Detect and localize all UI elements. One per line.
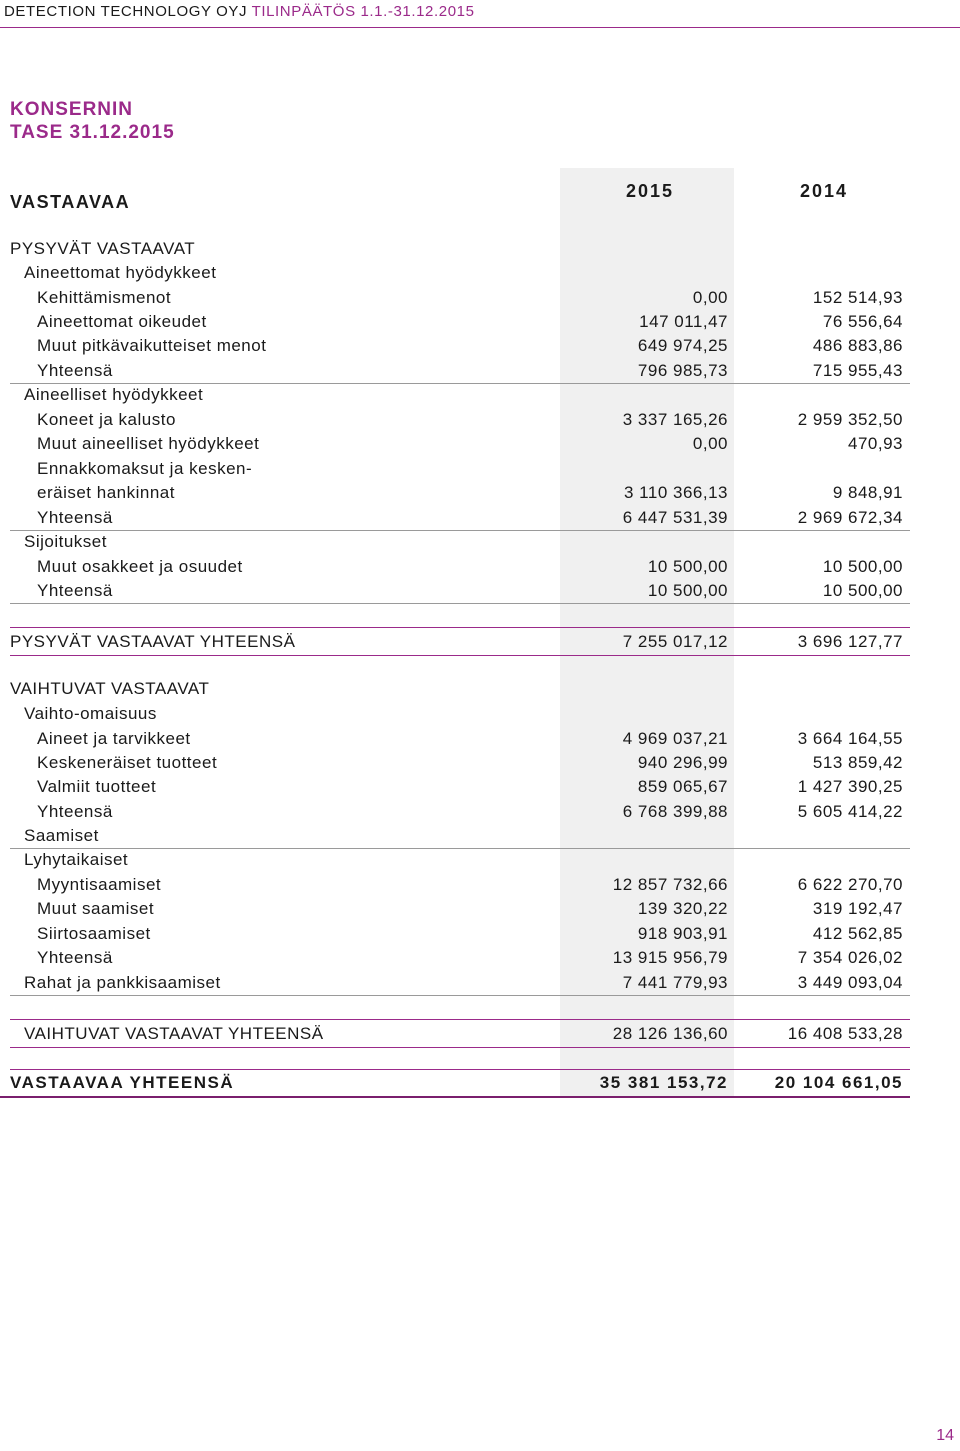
- row-label: Vaihto-omaisuus: [24, 704, 157, 723]
- value-2015: 6 447 531,39: [622, 508, 728, 527]
- table-row: [0, 432, 960, 456]
- table-row: [0, 334, 960, 358]
- value-2015: 6 768 399,88: [622, 802, 728, 821]
- value-2014: 20 104 661,05: [774, 1073, 903, 1092]
- table-divider: [10, 1047, 910, 1048]
- value-2014: 9 848,91: [832, 483, 903, 502]
- row-label: Siirtosaamiset: [37, 924, 151, 943]
- value-2015: 3 110 366,13: [624, 483, 728, 502]
- value-2014: 76 556,64: [822, 312, 903, 331]
- value-2014: 2 969 672,34: [797, 508, 903, 527]
- value-2015: 147 011,47: [639, 312, 728, 331]
- title-line-1: KONSERNIN: [10, 99, 134, 120]
- value-2014: 3 449 093,04: [797, 973, 903, 992]
- row-label: eräiset hankinnat: [37, 483, 175, 502]
- table-row: [0, 261, 960, 285]
- row-label: Sijoitukset: [24, 532, 107, 551]
- value-2014: 6 622 270,70: [797, 875, 903, 894]
- column-header-2014: 2014: [799, 181, 848, 201]
- row-label: Koneet ja kalusto: [37, 410, 176, 429]
- page-number: 14: [936, 1427, 954, 1444]
- table-divider: [10, 1019, 910, 1020]
- value-2015: 12 857 732,66: [612, 875, 728, 894]
- table-row: [0, 310, 960, 334]
- row-label: VAIHTUVAT VASTAAVAT YHTEENSÄ: [24, 1024, 324, 1043]
- table-row: [0, 481, 960, 505]
- page-header: [0, 0, 960, 24]
- table-divider: [10, 1069, 910, 1070]
- table-divider: [10, 383, 910, 384]
- company-name: DETECTION TECHNOLOGY OYJ: [4, 3, 248, 20]
- value-2014: 715 955,43: [812, 361, 903, 380]
- table-row: [0, 727, 960, 751]
- table-row: [0, 922, 960, 946]
- value-2015: 7 255 017,12: [622, 632, 728, 651]
- value-2014: 486 883,86: [812, 336, 903, 355]
- table-row: [0, 286, 960, 310]
- table-row: [0, 751, 960, 775]
- table-divider: [10, 995, 910, 996]
- table-row: [0, 897, 960, 921]
- value-2014: 152 514,93: [812, 288, 903, 307]
- title-line-2: TASE 31.12.2015: [10, 122, 175, 143]
- table-row: [0, 383, 960, 407]
- column-header-2015: 2015: [625, 181, 674, 201]
- value-2014: 513 859,42: [812, 753, 903, 772]
- row-label: Yhteensä: [37, 361, 113, 380]
- table-row: [0, 579, 960, 603]
- row-label: PYSYVÄT VASTAAVAT YHTEENSÄ: [10, 632, 296, 651]
- table-row: [0, 848, 960, 872]
- table-row: [0, 873, 960, 897]
- value-2015: 796 985,73: [637, 361, 728, 380]
- value-2015: 0,00: [692, 288, 728, 307]
- value-2015: 0,00: [692, 434, 728, 453]
- row-label: VAIHTUVAT VASTAAVAT: [10, 679, 210, 698]
- page-title: [10, 98, 175, 144]
- value-2015: 649 974,25: [637, 336, 728, 355]
- row-label: Yhteensä: [37, 581, 113, 600]
- value-2015: 4 969 037,21: [622, 729, 728, 748]
- row-label: VASTAAVAA YHTEENSÄ: [10, 1073, 235, 1092]
- table-row: [0, 824, 960, 848]
- table-row: [0, 630, 960, 654]
- row-label: Muut osakkeet ja osuudet: [37, 557, 243, 576]
- value-2014: 3 696 127,77: [797, 632, 903, 651]
- row-label: Kehittämismenot: [37, 288, 172, 307]
- row-label: Aineet ja tarvikkeet: [37, 729, 191, 748]
- row-label: Valmiit tuotteet: [37, 777, 157, 796]
- row-label: Saamiset: [24, 826, 99, 845]
- table-row: [0, 971, 960, 995]
- row-label: Yhteensä: [37, 948, 113, 967]
- value-2015: 7 441 779,93: [622, 973, 728, 992]
- row-label: Lyhytaikaiset: [24, 850, 129, 869]
- report-period: TILINPÄÄTÖS 1.1.-31.12.2015: [251, 3, 475, 20]
- row-label: Yhteensä: [37, 508, 113, 527]
- table-row: [0, 702, 960, 726]
- value-2014: 470,93: [848, 434, 903, 453]
- value-2014: 5 605 414,22: [797, 802, 903, 821]
- table-row: [0, 555, 960, 579]
- value-2015: 35 381 153,72: [599, 1073, 728, 1092]
- table-row: [0, 506, 960, 530]
- table-row: [0, 677, 960, 701]
- value-2015: 139 320,22: [637, 899, 728, 918]
- table-row: [0, 530, 960, 554]
- value-2015: 918 903,91: [637, 924, 728, 943]
- table-divider: [10, 848, 910, 849]
- table-row: [0, 359, 960, 383]
- table-divider: [10, 655, 910, 656]
- value-2014: 412 562,85: [812, 924, 903, 943]
- table-row: [0, 457, 960, 481]
- row-label: Yhteensä: [37, 802, 113, 821]
- value-2014: 10 500,00: [822, 557, 903, 576]
- value-2014: 319 192,47: [812, 899, 903, 918]
- table-divider: [0, 1096, 910, 1098]
- value-2014: 10 500,00: [822, 581, 903, 600]
- value-2014: 1 427 390,25: [797, 777, 903, 796]
- value-2014: 3 664 164,55: [797, 729, 903, 748]
- value-2015: 940 296,99: [637, 753, 728, 772]
- value-2015: 28 126 136,60: [612, 1024, 728, 1043]
- value-2015: 13 915 956,79: [612, 948, 728, 967]
- table-row: [0, 800, 960, 824]
- row-label: Muut aineelliset hyödykkeet: [37, 434, 260, 453]
- table-divider: [10, 627, 910, 628]
- header-divider: [0, 27, 960, 28]
- value-2015: 3 337 165,26: [622, 410, 728, 429]
- row-label: Ennakkomaksut ja kesken-: [37, 459, 253, 478]
- value-2014: 16 408 533,28: [787, 1024, 903, 1043]
- table-row: [0, 237, 960, 261]
- row-label: Myyntisaamiset: [37, 875, 162, 894]
- row-label: Rahat ja pankkisaamiset: [24, 973, 221, 992]
- table-row: [0, 946, 960, 970]
- value-2014: 2 959 352,50: [797, 410, 903, 429]
- row-label: Keskeneräiset tuotteet: [37, 753, 218, 772]
- row-label: Muut pitkävaikutteiset menot: [37, 336, 267, 355]
- table-row: [0, 1022, 960, 1046]
- value-2014: 7 354 026,02: [797, 948, 903, 967]
- section-heading: VASTAAVAA: [10, 192, 131, 212]
- row-label: Aineettomat hyödykkeet: [24, 263, 217, 282]
- table-row: [0, 775, 960, 799]
- row-label: Aineettomat oikeudet: [37, 312, 207, 331]
- row-label: Aineelliset hyödykkeet: [24, 385, 204, 404]
- table-divider: [10, 603, 910, 604]
- table-divider: [10, 530, 910, 531]
- value-2015: 859 065,67: [637, 777, 728, 796]
- table-row: [0, 408, 960, 432]
- row-label: PYSYVÄT VASTAAVAT: [10, 239, 196, 258]
- value-2015: 10 500,00: [647, 581, 728, 600]
- value-2015: 10 500,00: [647, 557, 728, 576]
- row-label: Muut saamiset: [37, 899, 155, 918]
- table-row: [0, 1071, 960, 1095]
